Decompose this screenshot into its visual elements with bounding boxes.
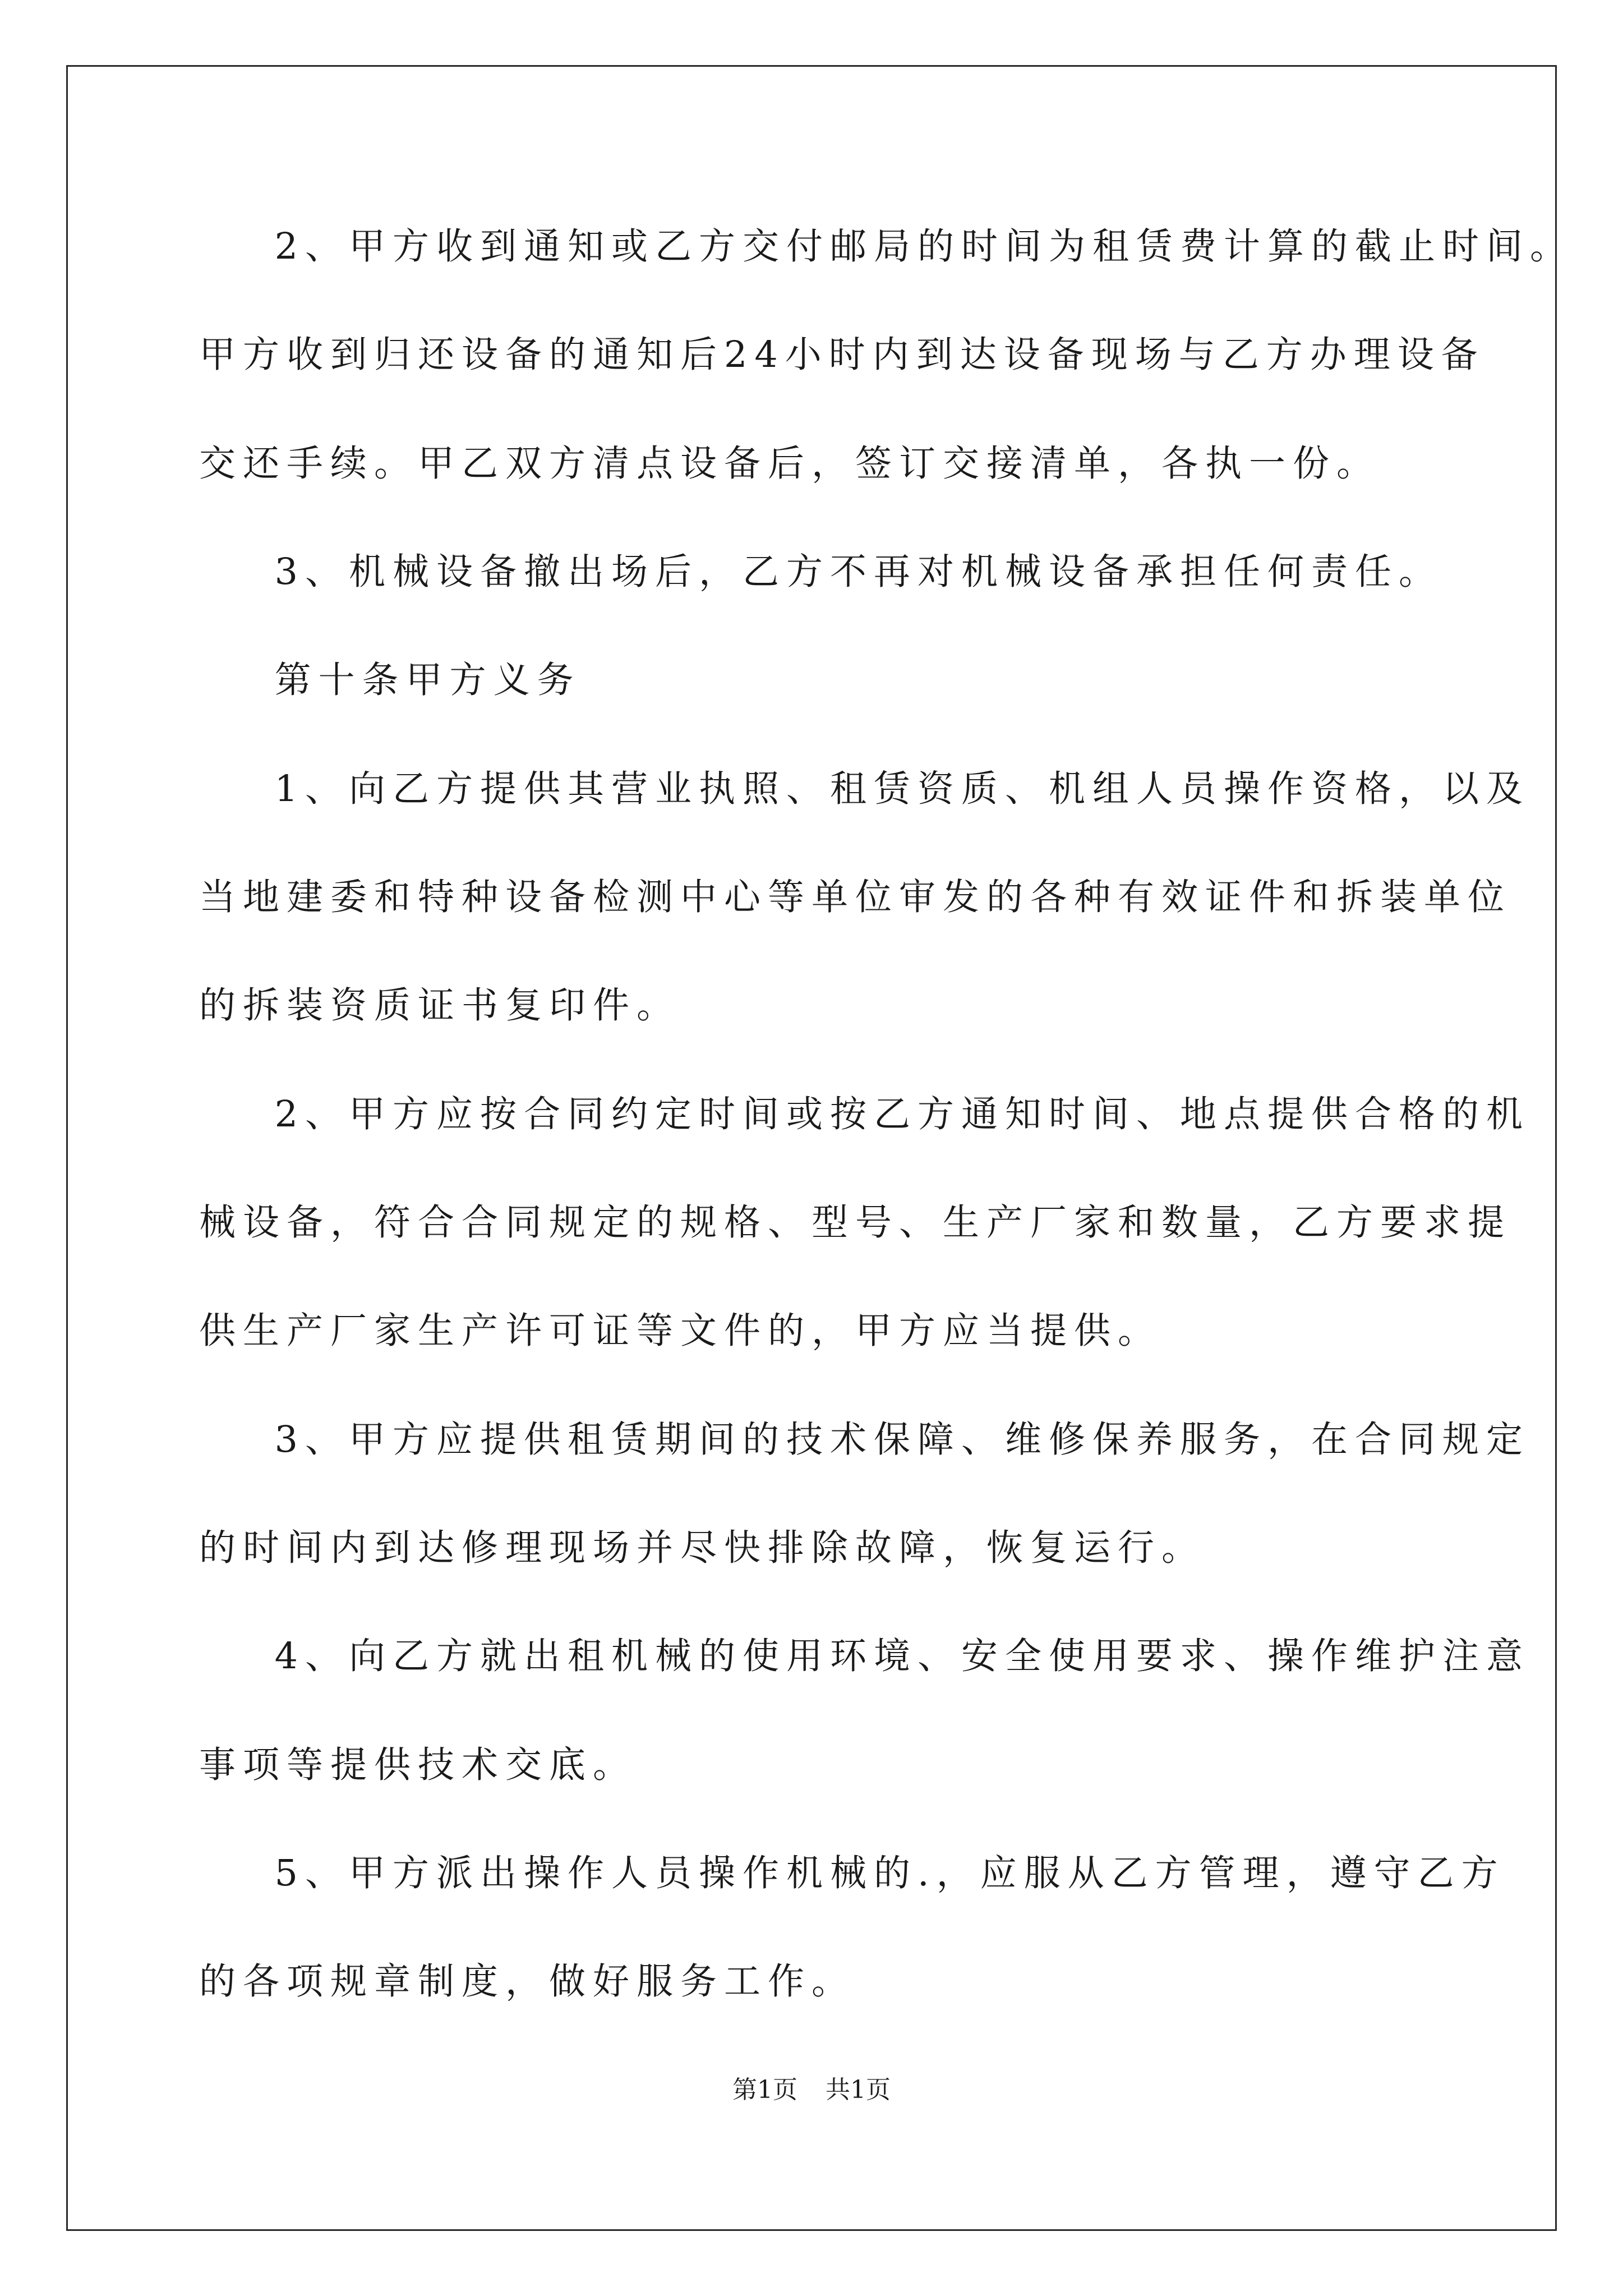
text-line: 5、甲方派出操作人员操作机械的.，应服从乙方管理，遵守乙方 [199, 1852, 1505, 1894]
text-line: 的拆装资质证书复印件。 [199, 984, 681, 1027]
page-number: 第1页 [732, 2076, 797, 2104]
text-line: 1、向乙方提供其营业执照、租赁资质、机组人员操作资格，以及 [199, 768, 1530, 810]
text-line: 4、向乙方就出租机械的使用环境、安全使用要求、操作维护注意 [199, 1635, 1530, 1677]
text-line: 当地建委和特种设备检测中心等单位审发的各种有效证件和拆装单位 [199, 876, 1512, 918]
text-line: 甲方收到归还设备的通知后24小时内到达设备现场与乙方办理设备 [199, 334, 1485, 376]
text-line: 的时间内到达修理现场并尽快排除故障，恢复运行。 [199, 1527, 1206, 1569]
text-line: 2、甲方应按合同约定时间或按乙方通知时间、地点提供合格的机 [199, 1093, 1530, 1135]
page-border [66, 65, 1557, 2231]
text-line: 械设备，符合合同规定的规格、型号、生产厂家和数量，乙方要求提 [199, 1202, 1512, 1244]
text-line: 交还手续。甲乙双方清点设备后，签订交接清单，各执一份。 [199, 443, 1381, 485]
text-line: 3、甲方应提供租赁期间的技术保障、维修保养服务，在合同规定 [199, 1419, 1530, 1461]
text-line: 的各项规章制度，做好服务工作。 [199, 1961, 856, 2003]
page-total: 共1页 [826, 2076, 891, 2104]
page-footer [0, 2074, 1623, 2106]
section-heading: 第十条甲方义务 [199, 659, 581, 701]
text-line: 事项等提供技术交底。 [199, 1744, 637, 1786]
text-line: 2、甲方收到通知或乙方交付邮局的时间为租赁费计算的截止时间。 [199, 226, 1574, 268]
text-line: 供生产厂家生产许可证等文件的，甲方应当提供。 [199, 1310, 1162, 1352]
text-line: 3、机械设备撤出场后，乙方不再对机械设备承担任何责任。 [199, 551, 1443, 593]
